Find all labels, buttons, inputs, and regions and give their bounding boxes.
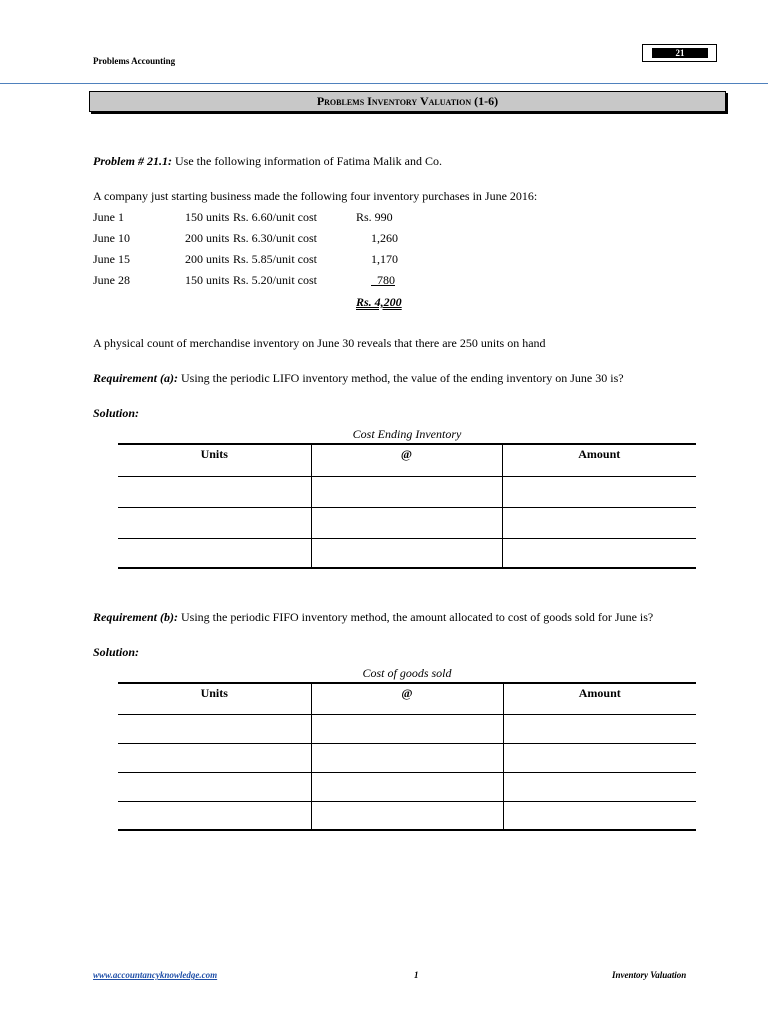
table-row (118, 714, 696, 743)
problem-statement (93, 154, 442, 169)
requirement-a (93, 371, 624, 386)
table-cell (311, 801, 503, 830)
purchase-date: June 1 (93, 210, 124, 224)
purchase-unit-cost: Rs. 6.60/unit cost (233, 210, 318, 224)
physical-count-text: A physical count of merchandise inventory on June 30 reveals that there are 250 units on hand (93, 336, 546, 350)
purchase-unit-cost: Rs. 5.85/unit cost (233, 252, 318, 266)
table-cell (118, 801, 311, 830)
table-cell (118, 507, 311, 538)
page-number-label: 21 (652, 48, 708, 58)
table-cell (118, 743, 311, 772)
table-cell (503, 801, 696, 830)
intro-text: A company just starting business made the following four inventory purchases in June 2016: (93, 189, 538, 203)
purchase-units: 150 units (185, 273, 230, 287)
table-row (118, 772, 696, 801)
purchase-units: 150 units (185, 210, 230, 224)
purchases-total: Rs. 4,200 (356, 295, 402, 309)
purchase-date: June 10 (93, 231, 130, 245)
header-rule (0, 83, 768, 84)
table-row (118, 507, 696, 538)
table-cell (311, 538, 502, 568)
table-cell (503, 743, 696, 772)
table-cell (502, 476, 696, 507)
purchase-date: June 15 (93, 252, 130, 266)
requirement-a-text: Using the periodic LIFO inventory method, the value of the ending inventory on June 30 is? (178, 371, 624, 385)
solution-label-a: Solution: (93, 406, 140, 420)
table-cell (118, 714, 311, 743)
requirement-b (93, 610, 653, 625)
column-header-rate: @ (311, 683, 503, 714)
solution-label-b: Solution: (93, 645, 140, 659)
section-title: Problems Inventory Valuation (1-6) (89, 91, 726, 112)
purchase-units: 200 units (185, 252, 230, 266)
requirement-b-text: Using the periodic FIFO inventory method, the amount allocated to cost of goods sold for June is? (178, 610, 654, 624)
purchase-unit-cost: Rs. 5.20/unit cost (233, 273, 318, 287)
column-header-amount: Amount (503, 683, 696, 714)
table-b-title: Cost of goods sold (362, 666, 452, 680)
table-cell (311, 507, 502, 538)
requirement-a-label: Requirement (a): (93, 371, 178, 385)
table-cell (311, 743, 503, 772)
table-cell (118, 538, 311, 568)
website-link[interactable]: www.accountancyknowledge.com (93, 970, 218, 980)
purchase-amount (371, 273, 395, 288)
page-number-badge (642, 44, 717, 62)
table-cell (311, 772, 503, 801)
table-row (118, 743, 696, 772)
cost-ending-inventory-table (118, 443, 696, 569)
purchase-unit-cost: Rs. 6.30/unit cost (233, 231, 318, 245)
table-row (118, 538, 696, 568)
table-header-row (118, 444, 696, 476)
table-cell (311, 714, 503, 743)
table-cell (118, 476, 311, 507)
column-header-units: Units (200, 686, 228, 700)
table-row (118, 801, 696, 830)
purchase-units: 200 units (185, 231, 230, 245)
purchase-amount: Rs. 990 (356, 210, 393, 224)
cost-of-goods-sold-table (118, 682, 696, 831)
column-header-amount: Amount (502, 444, 696, 476)
table-cell (503, 772, 696, 801)
table-cell (311, 476, 502, 507)
running-header: Problems Accounting (93, 56, 176, 66)
column-header-rate: @ (311, 444, 502, 476)
purchase-amount: 1,170 (371, 252, 398, 266)
table-cell (502, 507, 696, 538)
table-row (118, 476, 696, 507)
requirement-b-label: Requirement (b): (93, 610, 178, 624)
running-footer: Inventory Valuation (612, 970, 687, 980)
purchase-date: June 28 (93, 273, 130, 287)
problem-text: Use the following information of Fatima Malik and Co. (172, 154, 442, 168)
table-header-row (118, 683, 696, 714)
table-cell (503, 714, 696, 743)
problem-label: Problem # 21.1: (93, 154, 172, 168)
table-cell (502, 538, 696, 568)
purchase-amount-value: 780 (377, 273, 395, 287)
table-a-title: Cost Ending Inventory (352, 427, 462, 441)
column-header-units: Units (200, 447, 228, 461)
purchase-amount: 1,260 (371, 231, 398, 245)
table-cell (118, 772, 311, 801)
page-number: 1 (414, 970, 419, 980)
